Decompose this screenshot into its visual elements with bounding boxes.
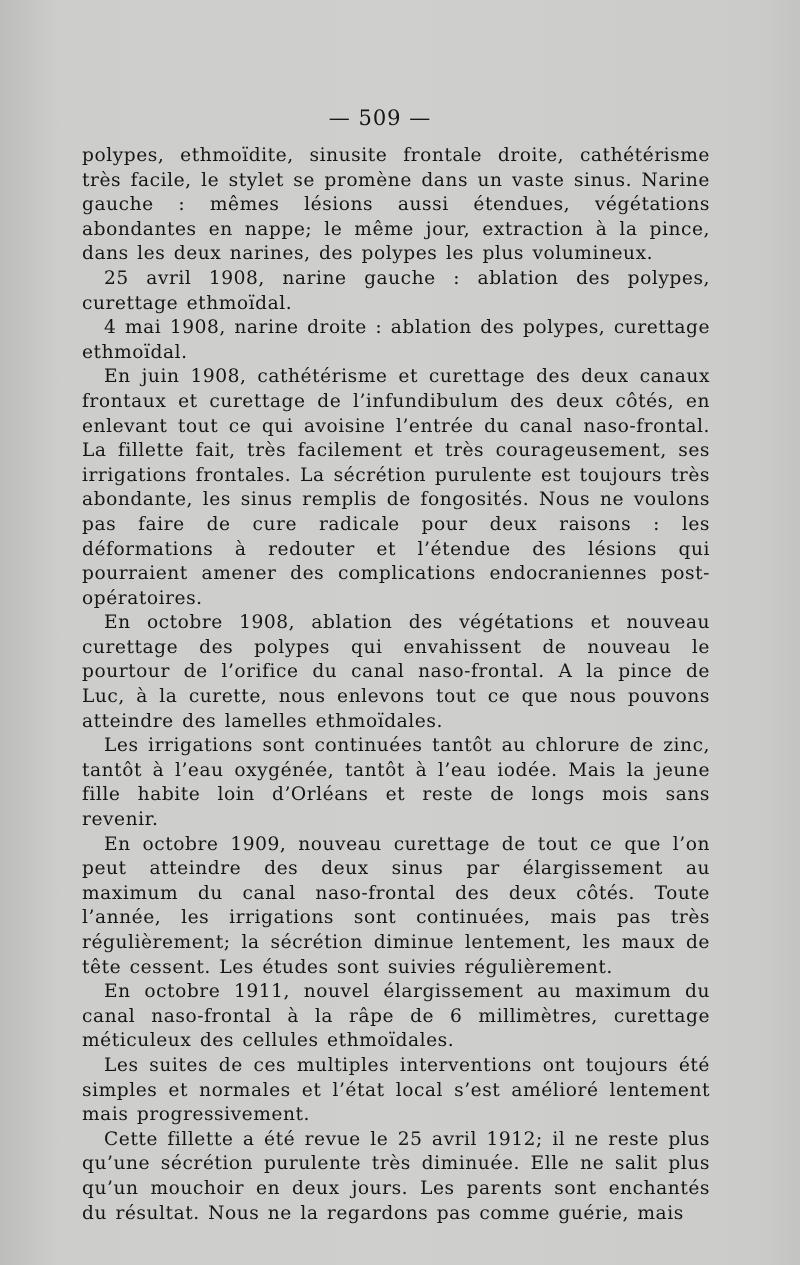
- paragraph: 4 mai 1908, narine droite : ablation des polypes, curettage ethmoïdal.: [82, 317, 710, 363]
- paragraph: Les irrigations sont continuées tantôt au chlorure de zinc, tantôt à l’eau oxygénée, tantôt à l’eau iodée. Mais la jeune fille habite loin d’Orléans et reste de longs mois sans revenir.: [82, 735, 710, 831]
- page-number: — 509 —: [328, 106, 432, 130]
- paragraph: En juin 1908, cathétérisme et curettage des deux canaux frontaux et curettage de l’infundibulum des deux côtés, en enlevant tout ce qui avoisine l’entrée du canal naso-frontal. La fillette fait, très facilement et très courageusement, ses irrigations frontales. La sécrétion purulente est toujours très abondante, les sinus remplis de fongosités. Nous ne voulons pas faire de cure radicale pour deux raisons : les déformations à redouter et l’étendue des lésions qui pourraient amener des complications endocraniennes post-opératoires.: [82, 366, 710, 609]
- paragraph: En octobre 1911, nouvel élargissement au maximum du canal naso-frontal à la râpe de 6 millimètres, curettage méticuleux des cellules ethmoïdales.: [82, 981, 710, 1052]
- paragraph: Les suites de ces multiples interventions ont toujours été simples et normales et l’état local s’est amélioré lentement mais progressivement.: [82, 1054, 710, 1126]
- paragraph: Cette fillette a été revue le 25 avril 1912; il ne reste plus qu’une sécrétion purulente très diminuée. Elle ne salit plus qu’un mouchoir en deux jours. Les parents sont enchantés du résultat. Nous ne la regardons pas comme guérie, mais: [82, 1128, 710, 1224]
- paragraph: 25 avril 1908, narine gauche : ablation des polypes, curettage ethmoïdal.: [82, 267, 710, 314]
- paragraph: En octobre 1909, nouveau curettage de tout ce que l’on peut atteindre des deux sinus par élargissement au maximum du canal naso-frontal des deux côtés. Toute l’année, les irrigations sont continuées, mais pas très régulièrement; la sécrétion diminue lentement, les maux de tête cessent. Les études sont suivies régulièrement.: [82, 833, 710, 978]
- paragraph: En octobre 1908, ablation des végétations et nouveau curettage des polypes qui envahissent de nouveau le pourtour de l’orifice du canal naso-frontal. A la pince de Luc, à la curette, nous enlevons tout ce que nous pouvons atteindre des lamelles ethmoïdales.: [82, 612, 710, 732]
- body-text: [82, 144, 710, 1226]
- paragraph: polypes, ethmoïdite, sinusite frontale droite, cathétérisme très facile, le stylet se promène dans un vaste sinus. Narine gauche : mêmes lésions aussi étendues, végétations abondantes en nappe; le même jour, extraction à la pince, dans les deux narines, des polypes les plus volumineux.: [82, 145, 710, 265]
